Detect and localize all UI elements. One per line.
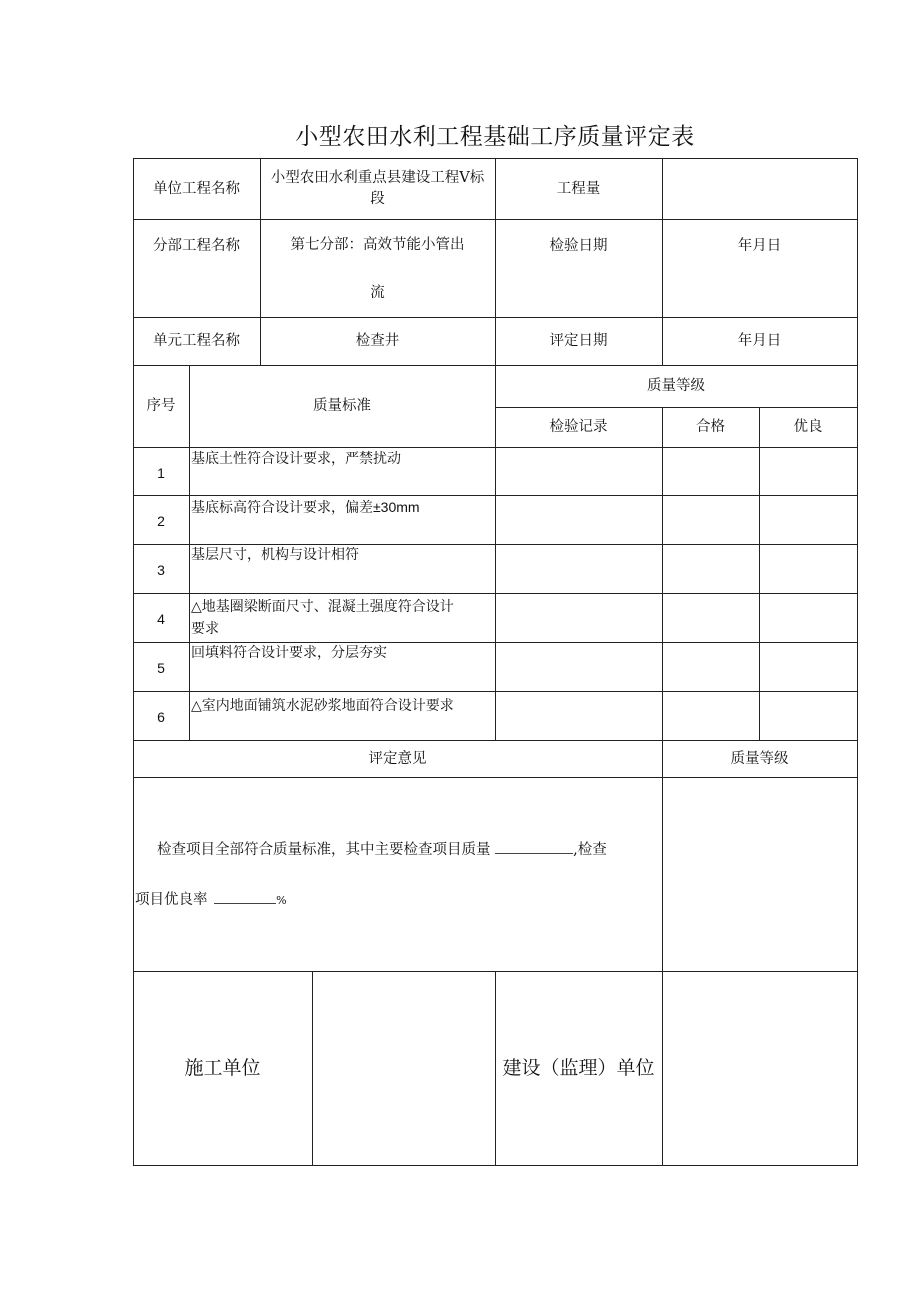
row-number: 2 [157,513,165,529]
record-header: 检验记录 [549,419,608,435]
row-record[interactable] [495,593,662,642]
element-label: 单元工程名称 [153,333,240,349]
main-item-quality-blank[interactable] [495,839,573,854]
quantity-label: 工程量 [556,180,601,197]
unit-name-value [260,158,495,219]
row-record[interactable] [495,642,662,691]
row-standard [189,496,495,519]
construction-unit-signature[interactable] [312,971,495,1165]
eval-grade-header: 质量等级 [730,750,789,767]
opinion-text-3: 项目优良率 [135,892,208,908]
row-pass[interactable] [662,447,759,495]
row-pass[interactable] [662,544,759,593]
row-standard-line1: △地基圈梁断面尺寸、混凝土强度符合设计 [191,599,454,615]
division-value-line1: 第七分部：高效节能小管出 [290,237,465,253]
supervision-unit-signature[interactable] [662,971,857,1165]
row-excellent[interactable] [759,447,857,495]
row-record[interactable] [495,447,662,495]
unit-name-value-line2: 段 [370,190,385,207]
row-standard: △室内地面铺筑水泥砂浆地面符合设计要求 [191,698,454,714]
opinion-line2 [135,889,435,912]
standard-header: 质量标准 [313,398,371,414]
row-excellent[interactable] [759,691,857,740]
row-record[interactable] [495,495,662,544]
eval-date-label: 评定日期 [549,333,608,349]
inspect-date-value[interactable]: 年月日 [737,238,782,254]
eval-date-value[interactable]: 年月日 [737,333,782,349]
row-standard [189,596,495,640]
eval-grade-value[interactable] [662,777,857,971]
row-number: 4 [157,611,165,627]
row-pass[interactable] [662,691,759,740]
row-number: 5 [157,660,165,676]
seq-header: 序号 [146,398,176,414]
row-record[interactable] [495,544,662,593]
row-standard: 基层尺寸，机构与设计相符 [191,547,359,563]
row-number: 1 [157,465,165,481]
inspect-date-label: 检验日期 [549,238,608,254]
row-excellent[interactable] [759,495,857,544]
form-title: 小型农田水利工程基础工序质量评定表 [295,124,695,150]
row-standard: 回填料符合设计要求，分层夯实 [191,645,387,661]
opinion-line1 [157,839,657,861]
opinion-text-2: ,检查 [573,842,607,858]
excellent-rate-blank[interactable] [214,889,276,904]
percent-sign: % [276,894,287,907]
row-standard: 基底土性符合设计要求，严禁扰动 [191,451,401,467]
row-excellent[interactable] [759,544,857,593]
grade-header: 质量等级 [647,378,705,394]
opinion-text-1: 检查项目全部符合质量标准，其中主要检查项目质量 [157,842,491,858]
row-standard-line2: 要求 [191,621,219,637]
supervision-unit-label: 建设（监理）单位 [502,1057,655,1079]
row-pass[interactable] [662,642,759,691]
row-pass[interactable] [662,593,759,642]
row-record[interactable] [495,691,662,740]
row-number: 6 [157,709,165,725]
excellent-header: 优良 [793,419,823,435]
division-label: 分部工程名称 [153,238,240,254]
pass-header: 合格 [696,419,725,435]
element-value: 检查井 [355,333,400,349]
row-excellent[interactable] [759,642,857,691]
row-standard-tolerance: ±30mm [373,499,420,515]
quantity-value[interactable] [662,158,857,219]
row-number: 3 [157,562,165,578]
construction-unit-label: 施工单位 [184,1057,261,1079]
opinion-header: 评定意见 [368,750,427,767]
row-pass[interactable] [662,495,759,544]
division-value-line2: 流 [370,285,385,301]
row-standard-text: 基底标高符合设计要求，偏差 [191,500,373,516]
unit-name-value-line1: 小型农田水利重点县建设工程Ⅴ标 [270,169,485,186]
row-excellent[interactable] [759,593,857,642]
unit-name-label: 单位工程名称 [153,180,240,197]
